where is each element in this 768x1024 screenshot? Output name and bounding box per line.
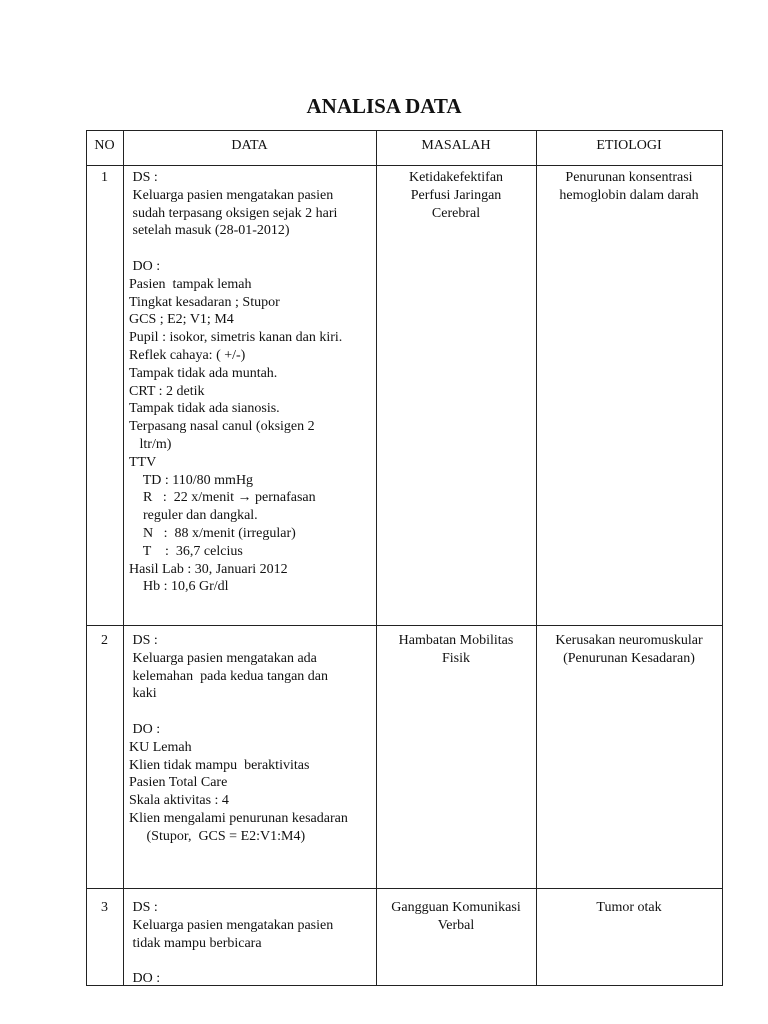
text-line: DS : [129, 170, 158, 185]
text-line: Klien mengalami penurunan kesadaran [129, 810, 348, 826]
masalah-cell [376, 632, 536, 668]
text-line: tidak mampu berbicara [129, 935, 262, 951]
table-border [86, 130, 87, 986]
text-line [129, 240, 376, 258]
row-divider [86, 888, 723, 889]
data-cell [129, 632, 376, 846]
text-line: Keluarga pasien mengatakan pasien [129, 917, 334, 933]
text-line [129, 952, 376, 970]
row-divider [86, 165, 723, 166]
column-divider [123, 130, 124, 986]
header-data: DATA [231, 138, 268, 153]
data-cell [129, 899, 376, 988]
text-line: Keluarga pasien mengatakan ada [129, 650, 317, 666]
text-line: Tampak tidak ada muntah. [129, 365, 278, 381]
etiologi-cell [536, 899, 722, 917]
text-line: Pasien tampak lemah [129, 276, 252, 292]
text-line: Ketidakefektifan [408, 170, 504, 185]
text-line: Penurunan konsentrasi [565, 170, 693, 185]
page-title: ANALISA DATA [306, 94, 462, 118]
text-line: Cerebral [431, 205, 481, 221]
text-line: Keluarga pasien mengatakan pasien [129, 187, 334, 203]
row-divider [86, 625, 723, 626]
data-cell [129, 169, 376, 596]
text-line: Hb : 10,6 Gr/dl [129, 579, 229, 595]
header-etiologi: ETIOLOGI [596, 138, 662, 153]
text-line: Perfusi Jaringan [410, 187, 502, 203]
text-line: T : 36,7 celcius [129, 543, 243, 559]
text-line: DO : [129, 971, 161, 987]
text-line: ltr/m) [129, 436, 172, 452]
text-line: setelah masuk (28-01-2012) [129, 223, 290, 239]
text-line: DS : [129, 900, 158, 915]
text-line: sudah terpasang oksigen sejak 2 hari [129, 205, 338, 221]
text-line [129, 703, 376, 721]
text-line: kelemahan pada kedua tangan dan [129, 668, 329, 684]
text-line: Pupil : isokor, simetris kanan dan kiri. [129, 330, 343, 346]
text-line: (Penurunan Kesadaran) [563, 650, 695, 666]
text-line: Terpasang nasal canul (oksigen 2 [129, 419, 315, 435]
text-line: Tampak tidak ada sianosis. [129, 401, 280, 417]
text-line: R : 22 x/menit → pernafasan [129, 490, 316, 506]
text-line: DO : [129, 721, 161, 737]
text-line: Tumor otak [596, 900, 662, 915]
table-border [722, 130, 723, 986]
text-line: kaki [129, 686, 157, 702]
row-number: 2 [101, 633, 108, 648]
text-line: Skala aktivitas : 4 [129, 793, 229, 809]
text-line: KU Lemah [129, 739, 192, 755]
text-line: TTV [129, 454, 157, 470]
etiologi-cell [536, 632, 722, 668]
text-line: reguler dan dangkal. [129, 508, 258, 524]
etiologi-cell [536, 169, 722, 205]
text-line: Hasil Lab : 30, Januari 2012 [129, 561, 288, 577]
header-no: NO [94, 138, 115, 153]
text-line: Pasien Total Care [129, 775, 228, 791]
text-line: DS : [129, 633, 158, 648]
header-masalah: MASALAH [421, 138, 491, 153]
text-line: Verbal [437, 917, 475, 933]
text-line: Klien tidak mampu beraktivitas [129, 757, 310, 773]
text-line: Tingkat kesadaran ; Stupor [129, 294, 280, 310]
text-line: DO : [129, 258, 161, 274]
row-number: 3 [101, 900, 108, 915]
text-line: GCS ; E2; V1; M4 [129, 312, 234, 328]
masalah-cell [376, 169, 536, 222]
text-line: Gangguan Komunikasi [391, 900, 521, 915]
row-number: 1 [101, 170, 108, 185]
column-divider [536, 130, 537, 986]
text-line: Fisik [441, 650, 470, 666]
text-line: CRT : 2 detik [129, 383, 205, 399]
text-line: Hambatan Mobilitas [398, 633, 514, 648]
text-line: TD : 110/80 mmHg [129, 472, 254, 488]
text-line: Reflek cahaya: ( +/-) [129, 347, 246, 363]
text-line: hemoglobin dalam darah [559, 187, 699, 203]
text-line: (Stupor, GCS = E2:V1:M4) [129, 828, 306, 844]
column-divider [376, 130, 377, 986]
text-line: N : 88 x/menit (irregular) [129, 525, 296, 541]
text-line: Kerusakan neuromuskular [555, 633, 703, 648]
table-border [86, 130, 723, 131]
masalah-cell [376, 899, 536, 935]
